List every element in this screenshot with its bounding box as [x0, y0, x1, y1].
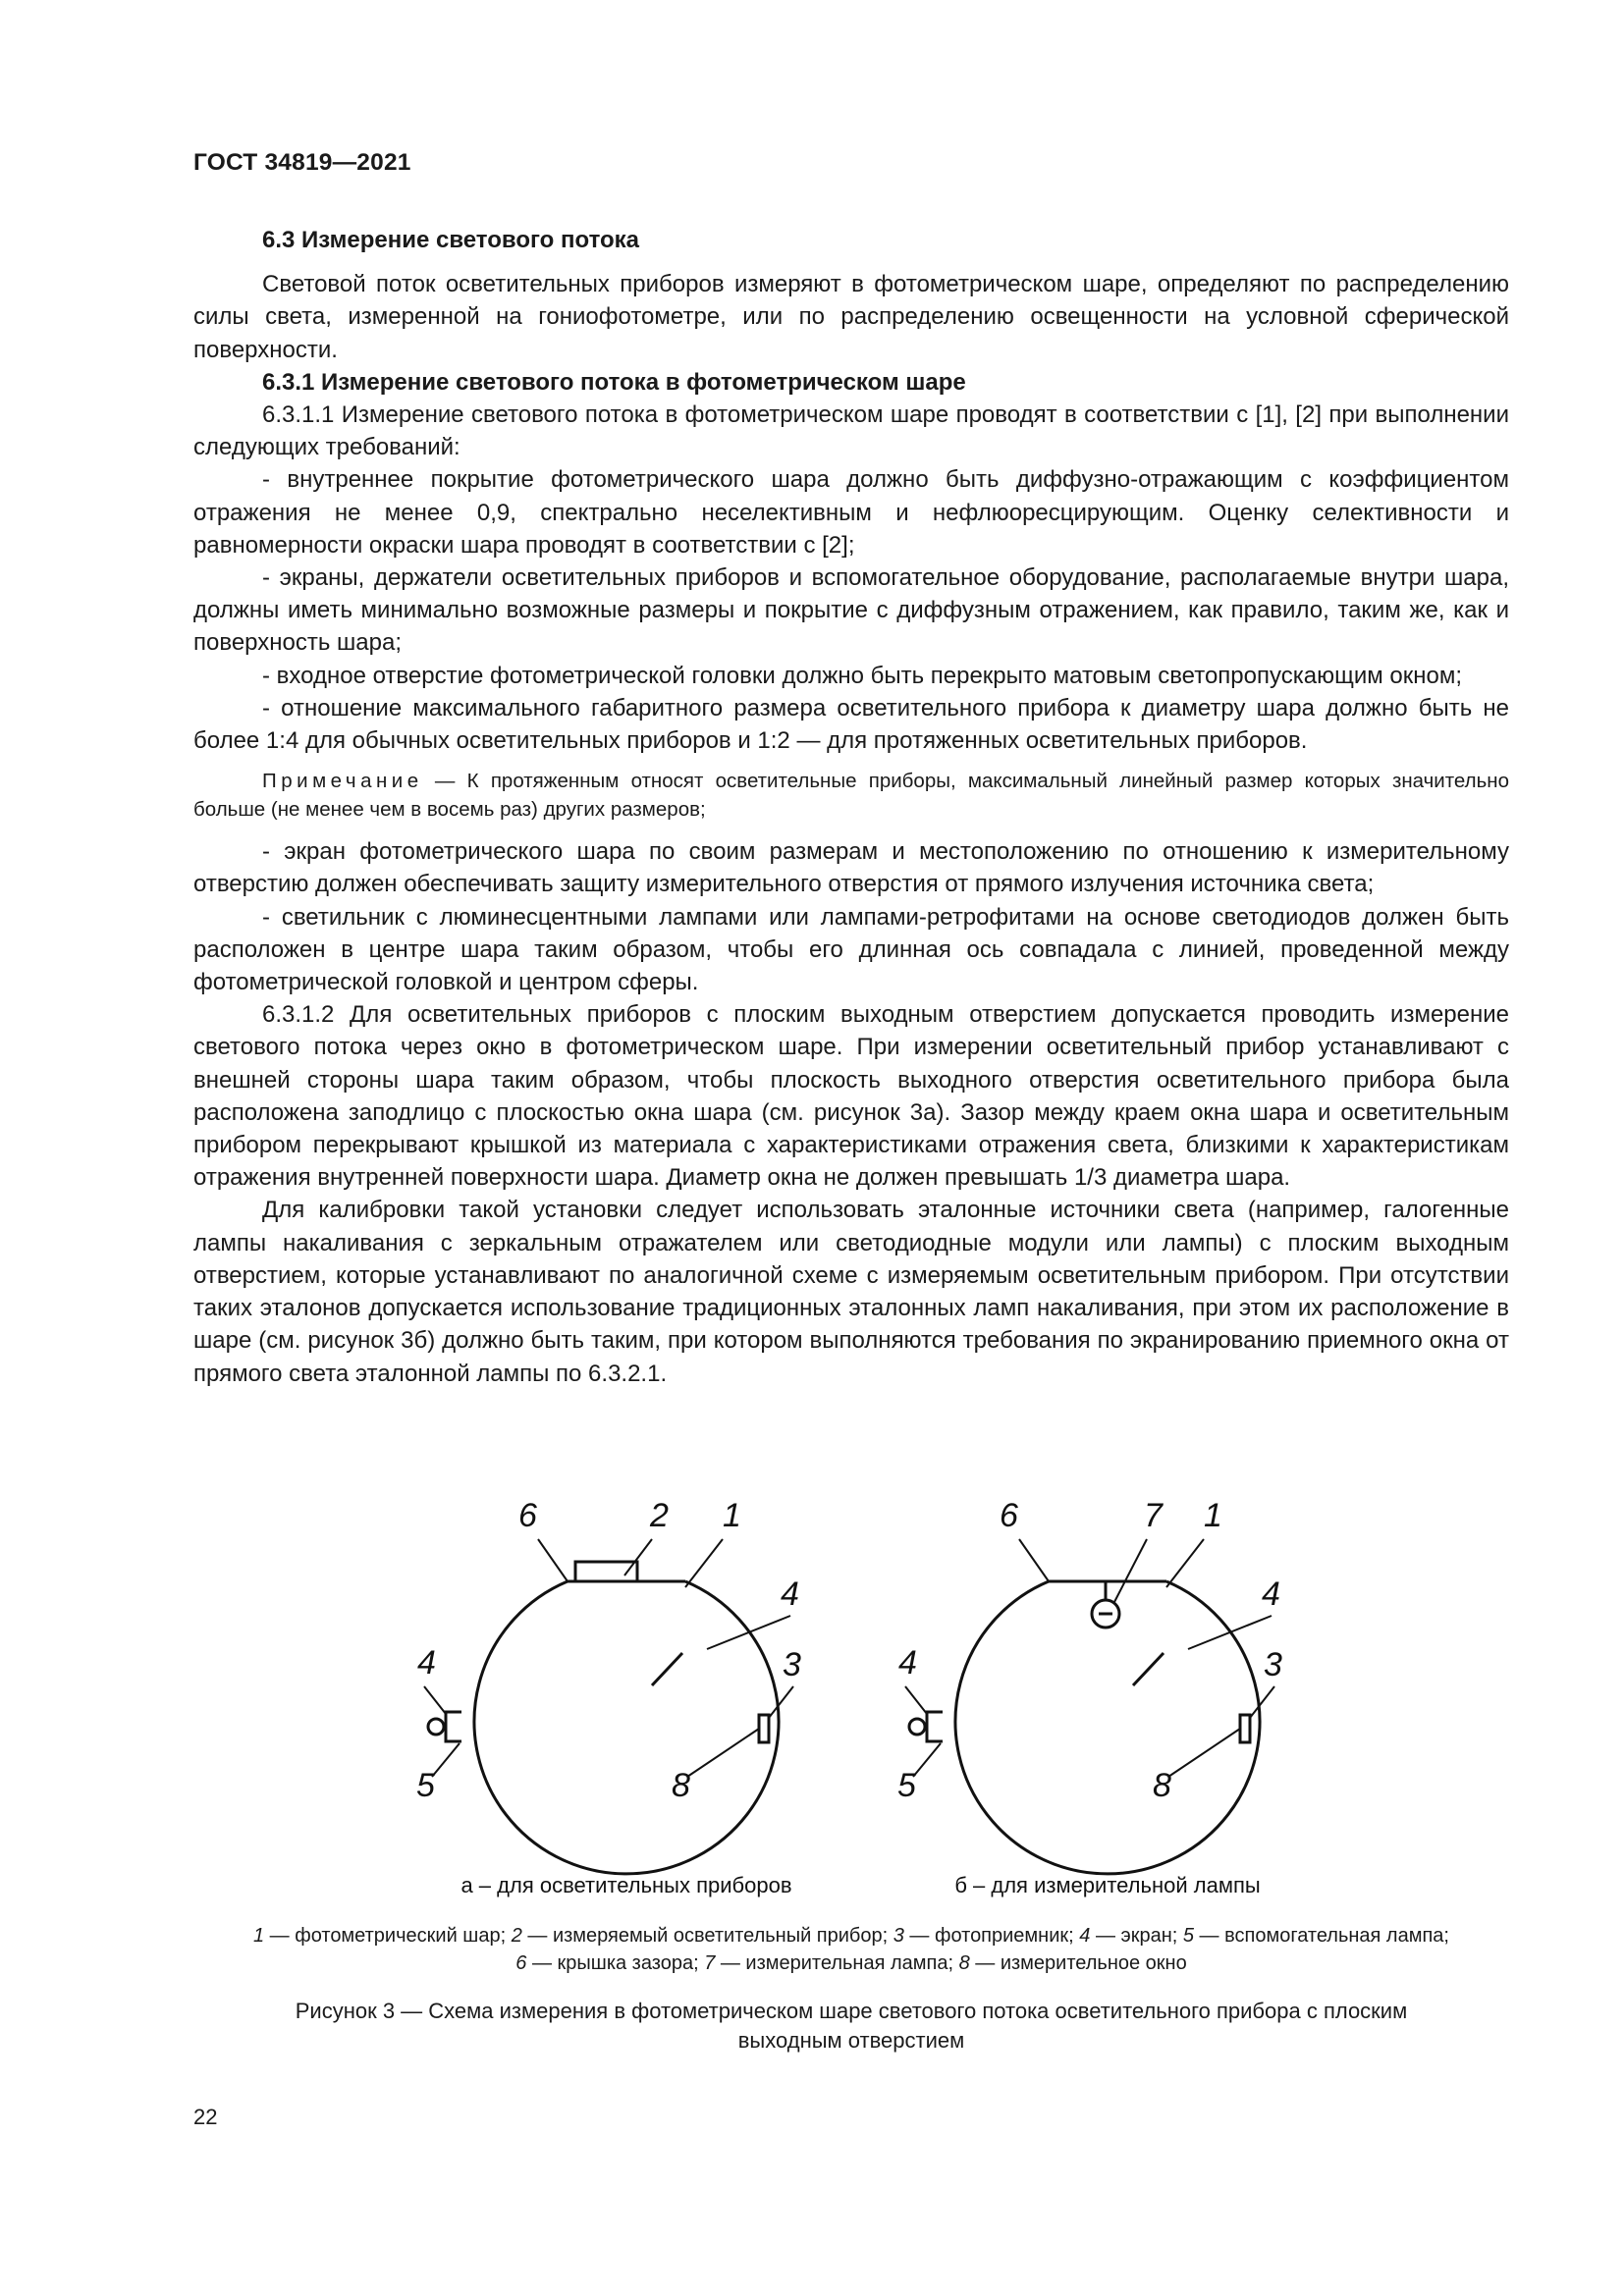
- subcaption-b: б – для измерительной лампы: [954, 1873, 1261, 1897]
- requirement-1: - внутреннее покрытие фотометрического шара должно быть диффузно-отражающим с коэффициентом отражения не менее 0,9, спектрально неселективным и нефлюоресцирующим. Оценку селективности и равномерности окраски шара проводят в соответствии с [2];: [193, 466, 1509, 559]
- document-header: ГОСТ 34819—2021: [193, 149, 411, 176]
- aux-lamp-bracket-a: [446, 1712, 461, 1741]
- paragraph-6312: 6.3.1.2 Для осветительных приборов с плоским выходным отверстием допускается проводить измерение светового потока через окно в фотометрическом шаре. При измерении осветительный прибор устанавливают с внешней стороны шара таким образом, чтобы плоскость выходного отверстия осветительного прибора была расположена заподлицо с плоскостью окна шара (см. рисунок 3а). Зазор между краем окна шара и осветительным прибором перекрывают крышкой из материала с характеристиками отражения света, близкими к характеристикам отражения внутренней поверхности шара. Диаметр окна не должен превышать 1/3 диаметра шара.: [193, 1001, 1509, 1192]
- label-a-4b: 4: [417, 1644, 436, 1682]
- aux-lamp-b: [909, 1719, 925, 1735]
- label-b-4b: 4: [898, 1644, 917, 1682]
- legend-text-3: — фотоприемник;: [903, 1925, 1080, 1947]
- label-b-6: 6: [1000, 1497, 1018, 1534]
- leader-a-4b: [424, 1686, 446, 1714]
- sphere-a-body: [474, 1581, 779, 1874]
- note-label: Примечание: [262, 770, 423, 793]
- paragraph-calibration: Для калибровки такой установки следует использовать эталонные источники света (например, галогенные лампы накаливания с зеркальным отражателем или светодиодные модули или лампы) с плоским выходным отверстием, которые устанавливают по аналогичной схеме с измеряемым осветительным прибором. При отсутствии таких эталонов допускается использование традиционных эталонных ламп накаливания, при этом их расположение в шаре (см. рисунок 3б) должно быть таким, при котором выполняются требования по экранированию приемного окна от прямого света эталонной лампы по 6.3.2.1.: [193, 1197, 1509, 1387]
- legend-line-2: [193, 1949, 1509, 1977]
- leader-b-5: [913, 1743, 941, 1777]
- requirement-2: - экраны, держатели осветительных приборов и вспомогательное оборудование, располагаемые внутри шара, должны иметь минимально возможные размеры и покрытие с диффузным отражением, как правило, таким же, как и поверхность шара;: [193, 564, 1509, 657]
- leader-b-7: [1114, 1539, 1147, 1602]
- leader-b-8: [1168, 1729, 1240, 1777]
- requirement-6: - светильник с люминесцентными лампами или лампами-ретрофитами на основе светодиодов должен быть расположен в центре шара таким образом, чтобы его длинная ось совпадала с линией, проведенной между фотометрической головкой и центром сферы.: [193, 903, 1509, 996]
- leader-a-3: [769, 1686, 793, 1718]
- labels-b: [897, 1497, 1282, 1804]
- leader-b-3: [1250, 1686, 1274, 1718]
- requirement-4: - отношение максимального габаритного размера осветительного прибора к диаметру шара должно быть не более 1:4 для обычных осветительных приборов и 1:2 — для протяженных осветительных приборов.: [193, 694, 1509, 755]
- subcaption-a: а – для осветительных приборов: [460, 1873, 792, 1897]
- leader-a-6: [538, 1539, 568, 1581]
- leader-a-5: [432, 1743, 460, 1777]
- label-a-1: 1: [723, 1497, 741, 1534]
- figure-3-diagram: [0, 1472, 1624, 1904]
- label-a-5: 5: [416, 1767, 435, 1804]
- legend-num-4: 4: [1079, 1925, 1091, 1947]
- requirement-5: - экран фотометрического шара по своим размерам и местоположению по отношению к измерительному отверстию должен обеспечивать защиту измерительного отверстия от прямого излучения источника света;: [193, 838, 1509, 898]
- leader-a-8: [687, 1729, 759, 1777]
- label-b-1: 1: [1204, 1497, 1222, 1534]
- photodetector-a: [759, 1715, 769, 1742]
- labels-a: [416, 1497, 801, 1804]
- leaders-a: [424, 1539, 793, 1777]
- requirement-3: - входное отверстие фотометрической головки должно быть перекрыто матовым светопропускающим окном;: [262, 662, 1463, 689]
- legend-text-5: — вспомогательная лампа;: [1194, 1925, 1449, 1947]
- legend-num-8: 8: [958, 1952, 970, 1974]
- figure-caption: [193, 1997, 1509, 2056]
- leader-b-1: [1166, 1539, 1204, 1587]
- sphere-b: [909, 1581, 1260, 1874]
- sphere-b-body: [955, 1581, 1260, 1874]
- figure-legend: [193, 1922, 1509, 1977]
- legend-text-8: — измерительное окно: [969, 1952, 1187, 1974]
- page-number: 22: [193, 2105, 218, 2129]
- leader-a-1: [685, 1539, 723, 1587]
- label-b-5: 5: [897, 1767, 916, 1804]
- leader-b-4: [1188, 1616, 1272, 1649]
- screen-a: [652, 1653, 682, 1685]
- legend-text-1: — фотометрический шар;: [264, 1925, 512, 1947]
- legend-text-7: — измерительная лампа;: [715, 1952, 959, 1974]
- section-intro: Световой поток осветительных приборов измеряют в фотометрическом шаре, определяют по распределению силы света, измеренной на гониофотометре, или по распределению освещенности на условной сферической поверхности.: [193, 271, 1509, 363]
- label-a-3: 3: [783, 1646, 801, 1683]
- legend-num-3: 3: [893, 1925, 904, 1947]
- label-a-2: 2: [650, 1497, 669, 1534]
- legend-num-1: 1: [253, 1925, 265, 1947]
- legend-text-6: — крышка зазора;: [526, 1952, 705, 1974]
- section-content: [193, 224, 1509, 1390]
- label-b-7: 7: [1144, 1497, 1163, 1534]
- label-a-8: 8: [672, 1767, 690, 1804]
- section-title: 6.3 Измерение светового потока: [262, 227, 640, 253]
- label-b-8: 8: [1153, 1767, 1171, 1804]
- subsection-title: 6.3.1 Измерение светового потока в фотометрическом шаре: [262, 368, 966, 396]
- note-text: — К протяженным относят осветительные приборы, максимальный линейный размер которых значительно больше (не менее чем в восемь раз) других размеров;: [193, 770, 1509, 822]
- legend-num-5: 5: [1182, 1925, 1194, 1947]
- label-a-6: 6: [518, 1497, 537, 1534]
- label-a-4: 4: [781, 1575, 799, 1613]
- leader-b-4b: [905, 1686, 927, 1714]
- screen-b: [1133, 1653, 1164, 1685]
- note: [193, 767, 1509, 824]
- aux-lamp-a: [428, 1719, 444, 1735]
- leader-a-4: [707, 1616, 790, 1649]
- label-b-4: 4: [1262, 1575, 1280, 1613]
- leader-b-6: [1019, 1539, 1049, 1581]
- paragraph-6311: 6.3.1.1 Измерение светового потока в фотометрическом шаре проводят в соответствии с [1], [2] при выполнении следующих требований:: [193, 401, 1509, 461]
- legend-num-6: 6: [515, 1952, 527, 1974]
- photodetector-b: [1240, 1715, 1250, 1742]
- legend-num-7: 7: [704, 1952, 716, 1974]
- label-b-3: 3: [1264, 1646, 1282, 1683]
- legend-text-4: — экран;: [1090, 1925, 1183, 1947]
- figure-3: [0, 1472, 1624, 1904]
- sphere-a: [428, 1562, 779, 1874]
- legend-num-2: 2: [511, 1925, 522, 1947]
- legend-text-2: — измеряемый осветительный прибор;: [521, 1925, 893, 1947]
- figure-caption-line-2: выходным отверстием: [737, 2028, 965, 2053]
- leaders-b: [905, 1539, 1274, 1777]
- aux-lamp-bracket-b: [927, 1712, 943, 1741]
- legend-line-1: [193, 1922, 1509, 1949]
- figure-caption-line-1: Рисунок 3 — Схема измерения в фотометрическом шаре светового потока осветительного прибора с плоским: [295, 1999, 1408, 2023]
